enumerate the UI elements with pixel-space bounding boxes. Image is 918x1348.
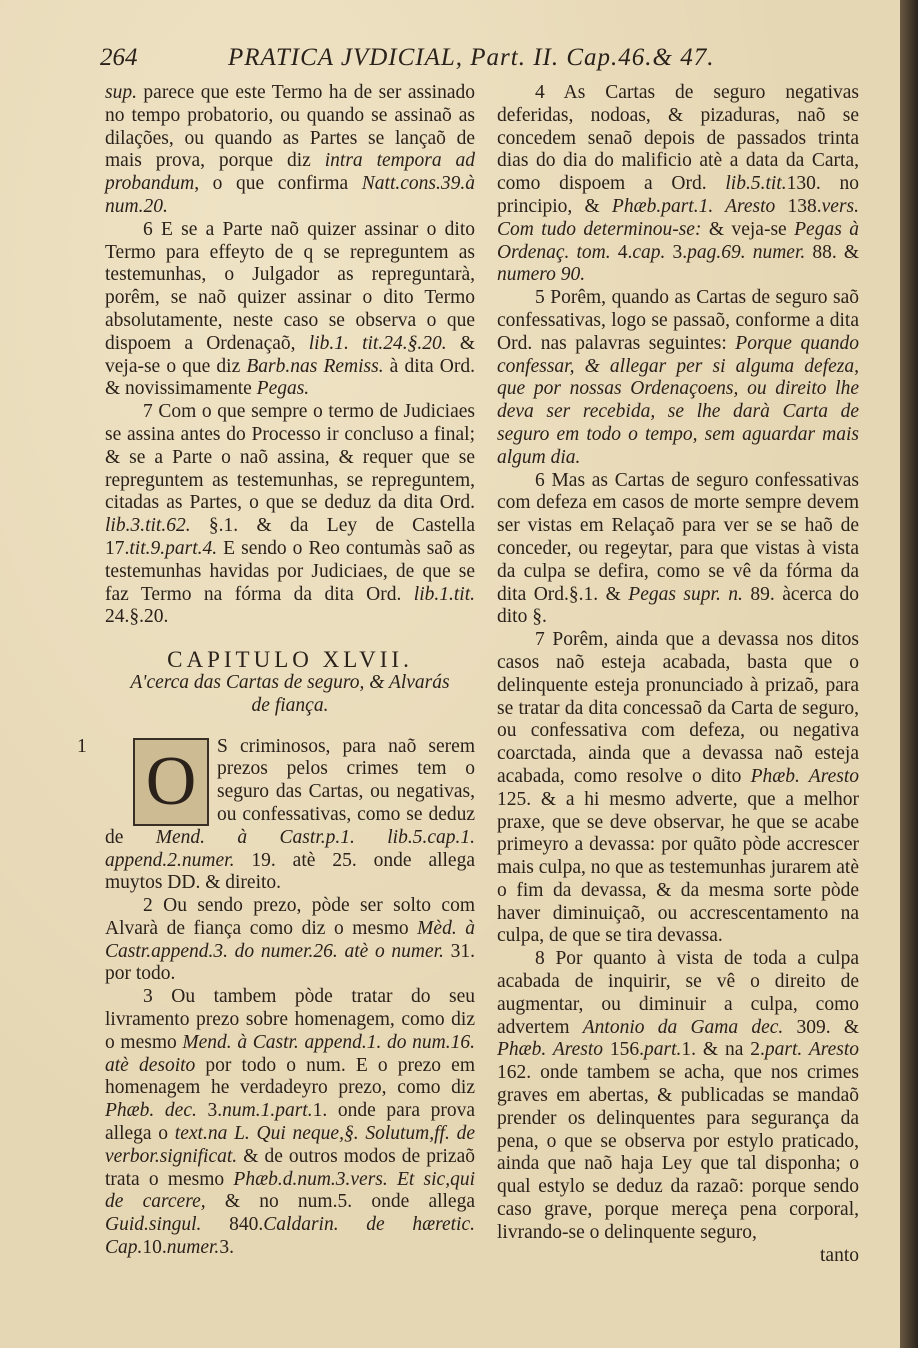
text-run: 4. bbox=[610, 241, 633, 263]
text-run: 840. bbox=[201, 1214, 264, 1236]
paragraph-number: 1 bbox=[77, 735, 87, 757]
text-run: Phæb.part.1. Aresto bbox=[611, 195, 776, 217]
paragraph-8 bbox=[497, 948, 859, 1244]
text-run: 3. bbox=[665, 241, 688, 263]
text-run: 1. onde para prova allega o bbox=[105, 1100, 476, 1145]
text-run: Barb.nas Remiss. bbox=[246, 355, 384, 377]
text-run: tit.9.part.4. bbox=[129, 537, 218, 559]
catchword: tanto bbox=[820, 1244, 859, 1266]
text-run: 125. & a hi mesmo adverte, que a melhor praxe, que se deve observar, he que se acabe primeyro a devassa: por quãto pòde accrescer mais culpa, no que as testemunhas jurarem atè o fim da devassa, & da mesma sorte pòde haver diminuiçaõ, ou accrescentamento na culpa, de que se tira devassa. bbox=[497, 788, 859, 947]
running-title: PRATICA JVDICIAL, Part. II. Cap.46.& 47. bbox=[228, 44, 715, 71]
text-run: 7 Com o que sempre o termo de Judiciaes se assina antes do Processo ir concluso a final; & se a Parte o naõ assina, & requer que se repreguntem as testemunhas, se repreguntem, citadas as Partes, o que se deduz da dita Ord. bbox=[105, 401, 475, 514]
text-run: §.1. & da Ley de Castella 17. bbox=[105, 515, 475, 559]
text-run: Mend. à Castr. append.1. do num.16. atè desoito bbox=[105, 1031, 475, 1076]
text-run: 162. onde tambem se acha, que nos crimes graves em abertas, & publicadas se mandaõ prender os delinquentes para segurança da pena, o que se observa por estylo praticado, ainda que naõ haja Ley que tal disponha; o qual estylo se deduz da razaõ: porque sendo caso grave, porque mereça pena corporal, livrando-se o delinquente seguro, bbox=[497, 1062, 859, 1243]
text-run: Natt.cons.39.à num.20. bbox=[105, 173, 475, 217]
text-run: 10. bbox=[142, 1237, 167, 1259]
right-column bbox=[497, 82, 859, 1267]
text-run: sup. bbox=[105, 82, 137, 103]
text-run: lib.5.tit. bbox=[725, 173, 787, 195]
text-run: Phæb. Aresto bbox=[497, 1039, 604, 1061]
left-column bbox=[77, 82, 476, 1260]
paragraph-5 bbox=[497, 287, 859, 469]
paragraph-7-right bbox=[497, 629, 859, 948]
text-run: & no num.5. onde allega bbox=[205, 1191, 475, 1213]
paragraph-1 bbox=[77, 735, 475, 896]
text-run: Mend. à Castr.p.1. lib.5.cap.1. append.2.numer. bbox=[105, 826, 475, 871]
text-run: Guid.singul. bbox=[105, 1214, 202, 1236]
text-run: cap. bbox=[632, 241, 666, 263]
text-run: parece que este Termo ha de ser assinado no tempo probatorio, ou quando se assinaõ as dilações, ou quando as Partes se lançaõ de mais prova, porque diz bbox=[105, 82, 475, 172]
paragraph-7 bbox=[105, 401, 475, 629]
page-header bbox=[100, 44, 870, 84]
chapter-subtitle-line-2: de fiança. bbox=[251, 694, 329, 716]
text-run: 3. bbox=[219, 1237, 234, 1259]
text-run: 89. àcerca do dito §. bbox=[497, 583, 859, 628]
text-run: & veja-se bbox=[701, 218, 795, 240]
text-run: Antonio da Gama dec. bbox=[582, 1016, 784, 1038]
chapter-title: CAPITULO XLVII. bbox=[167, 647, 413, 673]
text-run: 4 As Cartas de seguro negativas deferidas, nodoas, & pizaduras, naõ se concedem senaõ depois de passados trinta dias do dia do malificio atè a data da Carta, como dispoem a Ord. bbox=[497, 82, 859, 195]
text-run: S criminosos, para naõ serem prezos pelos crimes tem o seguro das Cartas, ou negativas, ou confessativas, como se deduz de bbox=[105, 735, 475, 848]
book-spine-shadow bbox=[900, 0, 918, 1348]
drop-cap: O bbox=[133, 738, 209, 826]
page-number: 264 bbox=[100, 44, 138, 71]
text-run: text.na L. Qui neque,§. Solutum,ff. de verbor.significat. bbox=[105, 1123, 475, 1167]
text-run: vers. Com tudo determinou-se: bbox=[497, 195, 860, 240]
paragraph-4 bbox=[497, 82, 859, 287]
text-run: Pegas. bbox=[256, 378, 310, 400]
text-run: 88. & bbox=[805, 241, 860, 263]
paragraph-6-right bbox=[497, 470, 859, 630]
text-run: numero 90. bbox=[497, 264, 586, 286]
text-run: 309. & bbox=[783, 1016, 859, 1038]
text-run: 31. por todo. bbox=[105, 940, 475, 985]
paragraph-continued bbox=[105, 82, 475, 219]
paragraph-3 bbox=[105, 986, 475, 1260]
text-run: 3. bbox=[196, 1100, 223, 1122]
text-run: 5 Porêm, quando as Cartas de seguro saõ confessativas, logo se passaõ, conforme a dita Ord. nas palavras seguintes: bbox=[497, 287, 859, 354]
paragraph-2 bbox=[105, 895, 475, 986]
text-run: , o que confirma bbox=[194, 173, 362, 195]
text-run: à dita Ord. & novissimamente bbox=[105, 355, 475, 400]
text-run: Pegas à Ordenaç. tom. bbox=[497, 218, 859, 263]
text-run: part. bbox=[644, 1039, 682, 1061]
text-run: 156. bbox=[603, 1039, 645, 1061]
text-run: por todo o num. E o prezo em homenagem he verdadeyro prezo, como diz bbox=[105, 1054, 475, 1099]
text-run: lib.1.tit. bbox=[413, 583, 475, 605]
text-run: & de outros modos de prizaõ trata o mesmo bbox=[105, 1145, 475, 1190]
text-run: lib.3.tit.62. bbox=[105, 515, 191, 537]
text-run: 7 Porêm, ainda que a devassa nos ditos casos naõ esteja acabada, basta que o delinquente esteja pronunciado à prizaõ, para se tratar da dita concessaõ da Carta de seguro, ou confessativa com defeza, ou negativa coarctada, ainda que a devassa naõ esteja acabada, como resolve o dito bbox=[497, 629, 859, 787]
chapter-subtitle-line-1: A'cerca das Cartas de seguro, & Alvarás bbox=[130, 671, 450, 693]
text-run: pag.69. numer. bbox=[687, 241, 806, 263]
text-run: 8 Por quanto à vista de toda a culpa acabada de inquirir, se vê o direito de augmentar, ou diminuir a culpa, como advertem bbox=[497, 948, 859, 1038]
text-run: 2 Ou sendo prezo, pòde ser solto com Alvarà de fiança como diz o mesmo bbox=[105, 895, 475, 939]
text-run: 3 Ou tambem pòde tratar do seu livramento prezo sobre homenagem, como diz o mesmo bbox=[105, 986, 475, 1053]
text-run: numer. bbox=[166, 1237, 220, 1259]
text-run: E sendo o Reo contumàs saõ as testemunhas havidas por Judiciaes, de que se faz Termo na fórma da dita Ord. bbox=[105, 537, 475, 605]
text-run: 6 E se a Parte naõ quizer assinar o dito Termo para effeyto de q se repreguntem as testemunhas, o Julgador as repreguntarà, porêm, se naõ quizer assinar o dito Termo absolutamente, neste caso se observa o que dispoem a Ordenaçaõ, bbox=[105, 218, 475, 354]
text-run: 1. & na 2. bbox=[681, 1039, 765, 1061]
text-run: part. Aresto bbox=[764, 1039, 860, 1061]
text-run: Caldarin. de hæretic. Cap. bbox=[105, 1214, 476, 1259]
text-run: & veja-se o que diz bbox=[105, 332, 475, 377]
paragraph-6 bbox=[105, 219, 475, 401]
text-run: Phæb. dec. bbox=[105, 1100, 197, 1122]
text-run: 19. atè 25. onde allega muytos DD. & direito. bbox=[105, 849, 475, 894]
text-run: Porque quando confessar, & allegar per si alguma defeza, que por nossas Ordenaçoens, ou direito lhe deva ser recebida, se lhe darà Carta de seguro em todo o tempo, sem aguardar mais algum dia. bbox=[497, 332, 859, 468]
text-run: Mèd. à Castr.append.3. do numer.26. atè o numer. bbox=[105, 917, 475, 962]
text-run: 6 Mas as Cartas de seguro confessativas com defeza em casos de morte sempre devem ser vistas em Relaçaõ para ver se se haõ de conceder, ou regeytar, para que vistas à vista da culpa se defira, como se vê da fórma da dita Ord.§.1. & bbox=[497, 469, 859, 605]
text-run: 130. no principio, & bbox=[497, 173, 859, 217]
text-run: Pegas supr. n. bbox=[628, 583, 743, 605]
text-run: Phæb.d.num.3.vers. Et sic,qui de carcere, bbox=[105, 1168, 476, 1213]
text-run: lib.1. tit.24.§.20. bbox=[308, 332, 447, 354]
text-run: num.1.part. bbox=[222, 1100, 313, 1122]
text-run: 24.§.20. bbox=[105, 606, 169, 628]
text-run: intra tempora ad probandum bbox=[105, 150, 476, 195]
text-run: 138. bbox=[775, 195, 822, 217]
text-run: Phæb. Aresto bbox=[750, 765, 859, 787]
